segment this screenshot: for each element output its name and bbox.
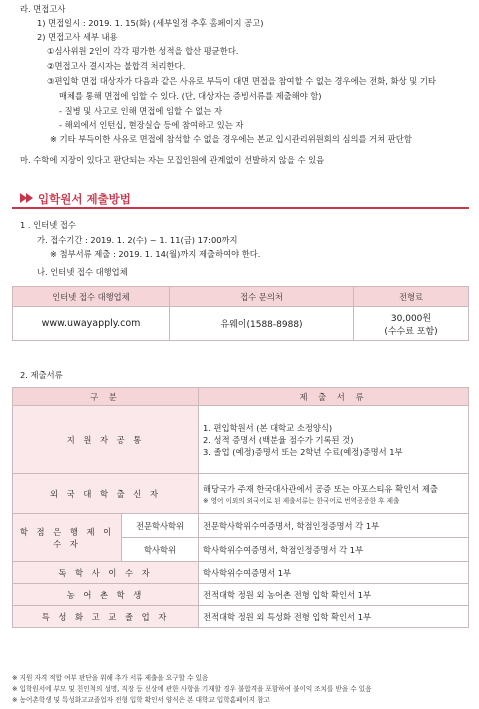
common-item: 2. 성적 증명서 (백분율 점수가 기록된 것) (203, 434, 354, 445)
agency-contact: 유웨이(1588-8988) (170, 307, 354, 341)
interview-sub-3b: 매체를 통해 면접에 임할 수 있다. (단, 대상자는 증빙서류를 제출해야 함) (59, 91, 322, 101)
credit-sub: 학사학위 (122, 538, 199, 562)
agency-header-contact: 접수 문의처 (170, 287, 354, 307)
interview-sub-1: ①심사위원 2인이 각각 평가한 성적을 합산 평균한다. (47, 46, 239, 56)
chevron-right-icon (26, 193, 33, 203)
agency-heading: 나. 인터넷 접수 대행업체 (37, 267, 128, 277)
section-header (12, 189, 469, 207)
foreign-label: 외 국 대 학 출 신 자 (13, 474, 199, 514)
docs-header-category: 구 분 (13, 388, 199, 406)
interview-item-2: 2) 면접고사 세부 내용 (37, 32, 118, 42)
special-text: 전적대학 정원 외 특성화 전형 입학 확인서 1부 (199, 606, 469, 628)
foreign-text: 해당국가 주재 한국대사관에서 공증 또는 아포스티유 확인서 제출 (203, 483, 438, 494)
common-item: 1. 편입학원서 (본 대학교 소정양식) (203, 422, 333, 433)
section-divider (12, 207, 469, 209)
special-label: 특 성 화 고 교 졸 업 자 (13, 606, 199, 628)
common-items (199, 406, 469, 474)
section-title: 입학원서 제출방법 (38, 192, 131, 206)
interview-bullet-2: - 해외에서 인턴십, 현장실습 등에 참여하고 있는 자 (59, 120, 244, 130)
common-item: 3. 졸업 (예정)증명서 또는 2학년 수료(예정)증명서 1부 (203, 446, 403, 457)
foreign-note: ※ 영어 이외의 외국어로 된 제출서류는 한국어로 번역공증한 후 제출 (203, 496, 400, 505)
fee-note: (수수료 포함) (384, 326, 438, 337)
interview-note: ※ 기타 부득이한 사유로 면접에 참석할 수 없을 경우에는 본교 입시관리위원회의 심의를 거쳐 판단함 (50, 134, 412, 144)
docs-header-documents: 제 출 서 류 (199, 388, 469, 406)
common-label: 지 원 자 공 통 (13, 406, 199, 474)
fee-amount: 30,000원 (390, 313, 432, 324)
footnote: ※ 입학원서에 부모 및 친인척의 성명, 직장 등 신상에 관한 사항을 기재할 경우 불합격을 포함하여 불이익 조치를 받을 수 있음 (12, 685, 372, 693)
foreign-docs (199, 474, 469, 514)
credit-sub: 전문학사학위 (122, 514, 199, 538)
interview-item-1: 1) 면접일시 : 2019. 1. 15(화) (세부일정 추후 홈페이지 공고) (37, 18, 264, 28)
rural-label: 농 어 촌 학 생 (13, 584, 199, 606)
credit-label: 학 점 은 행 제 이 수 자 (13, 514, 122, 562)
agency-table (12, 286, 469, 341)
self-study-text: 학사학위수여증명서 1부 (199, 562, 469, 584)
credit-text: 전문학사학위수여증명서, 학점인정증명서 각 1부 (199, 514, 469, 538)
self-study-label: 독 학 사 이 수 자 (13, 562, 199, 584)
online-period: 가. 접수기간 : 2019. 1. 2(수) ~ 1. 11(금) 17:00까지 (37, 235, 238, 245)
interview-sub-3a: ③편입학 면접 대상자가 다음과 같은 사유로 부득이 대면 면접을 참여할 수 없는 경우에는 전화, 화상 및 기타 (47, 76, 436, 86)
interview-sub-2: ②면접고사 결시자는 불합격 처리한다. (47, 61, 186, 71)
docs-heading: 2. 제출서류 (20, 370, 63, 380)
agency-site: www.uwayapply.com (13, 307, 170, 341)
online-note: ※ 첨부서류 제출 : 2019. 1. 14(월)까지 제출하여야 한다. (50, 249, 261, 259)
agency-header-company: 인터넷 접수 대행업체 (13, 287, 170, 307)
rural-text: 전적대학 정원 외 농어촌 전형 입학 확인서 1부 (199, 584, 469, 606)
footnote: ※ 농어촌학생 및 특성화고교졸업자 전형 입학 확인서 양식은 본 대학교 입학홈페이지 참고 (12, 696, 270, 704)
interview-bullet-1: - 질병 및 사고로 인해 면접에 임할 수 없는 자 (59, 106, 222, 116)
agency-fee (354, 307, 469, 341)
online-heading: 1 . 인터넷 접수 (20, 220, 76, 230)
ma-statement: 마. 수학에 지장이 있다고 판단되는 자는 모집인원에 관계없이 선발하지 않을 수 있음 (20, 155, 325, 165)
credit-text: 학사학위수여증명서, 학점인정증명서 각 1부 (199, 538, 469, 562)
agency-header-fee: 전형료 (354, 287, 469, 307)
docs-table (12, 387, 469, 628)
interview-heading: 라. 면접고사 (20, 4, 66, 14)
footnote: ※ 지원 자격 적합 여부 판단을 위해 추가 서류 제출을 요구할 수 있음 (12, 674, 209, 682)
